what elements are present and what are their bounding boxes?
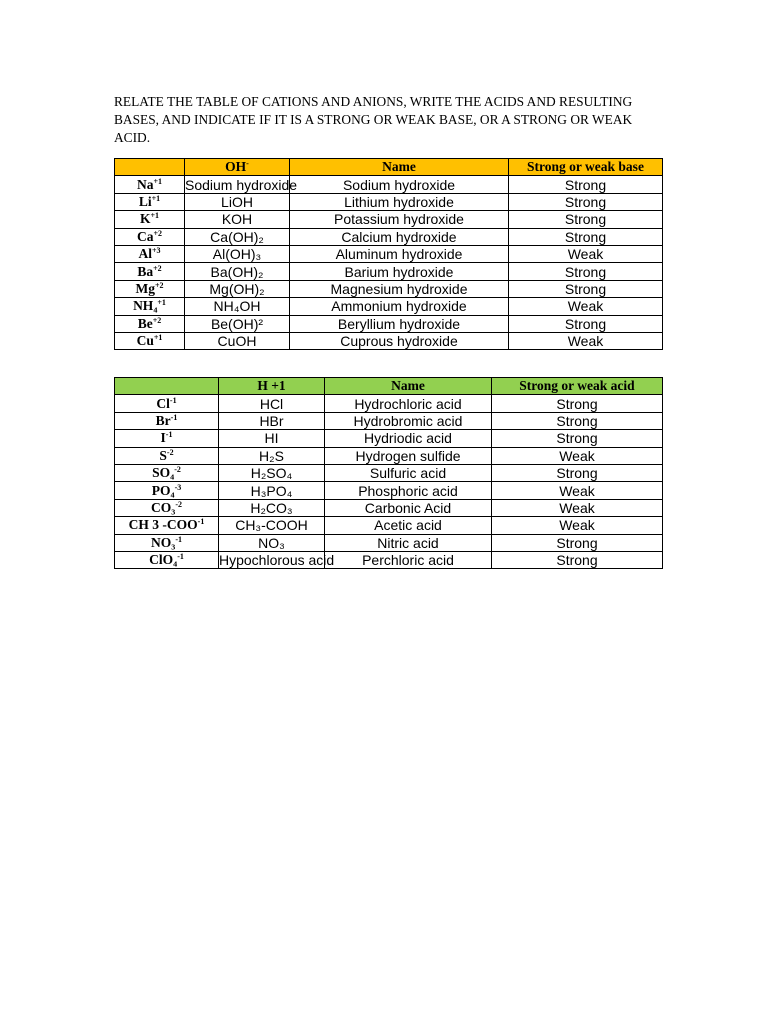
table-row (115, 245, 663, 262)
header-formula: OH- (185, 159, 290, 176)
table-row (115, 332, 663, 349)
formula-cell: HCl (219, 395, 325, 412)
table-row (115, 176, 663, 193)
strength-cell: Strong (492, 534, 663, 551)
header-strength: Strong or weak base (509, 159, 663, 176)
formula-cell: Hypochlorous acid (219, 552, 335, 569)
table-row (115, 430, 663, 447)
ion-cell: $Li^{+1}$ (115, 193, 185, 210)
ion-cell: NH₄$^{+1}$ (115, 298, 185, 315)
ion-cell: CO₃$^{-2}$ (115, 499, 219, 516)
ion-cell: $Be^{+2}$ (115, 315, 185, 332)
instructions-text: RELATE THE TABLE OF CATIONS AND ANIONS, WRITE THE ACIDS AND RESULTING BASES, AND INDICATE IF IT IS A STRONG OR WEAK BASE, OR A STRONG OR WEAK ACID. (114, 94, 633, 145)
header-strength: Strong or weak acid (492, 378, 663, 395)
name-cell: Carbonic Acid (325, 499, 492, 516)
name-cell: Lithium hydroxide (290, 193, 509, 210)
table-row (115, 263, 663, 280)
ion-cell: $S^{-2}$ (115, 447, 219, 464)
strength-cell: Weak (509, 245, 663, 262)
bases-header-row (115, 159, 663, 176)
table-row (115, 280, 663, 297)
table-row (115, 534, 663, 551)
strength-cell: Strong (492, 412, 663, 429)
table-row (115, 193, 663, 210)
strength-cell: Strong (492, 464, 663, 481)
name-cell: Phosphoric acid (325, 482, 492, 499)
strength-cell: Strong (492, 395, 663, 412)
bases-table (114, 158, 663, 350)
ion-cell: $I^{-1}$ (115, 430, 219, 447)
table-row (115, 551, 663, 568)
formula-cell: CH₃-COOH (219, 517, 325, 534)
strength-cell: Strong (509, 280, 663, 297)
header-formula: H +1 (219, 378, 325, 395)
formula-cell: Mg(OH)₂ (185, 280, 290, 297)
table-row (115, 315, 663, 332)
formula-cell: H₂SO₄ (219, 464, 325, 481)
strength-cell: Weak (509, 332, 663, 349)
table-row (115, 517, 663, 534)
strength-cell: Strong (492, 430, 663, 447)
formula-cell: Al(OH)₃ (185, 245, 290, 262)
ion-cell: ClO₄$^{-1}$ (115, 551, 219, 568)
name-cell: Nitric acid (325, 534, 492, 551)
name-cell: Barium hydroxide (290, 263, 509, 280)
strength-cell: Weak (509, 298, 663, 315)
table-row (115, 412, 663, 429)
formula-cell: CuOH (185, 332, 290, 349)
name-cell: Sodium hydroxide (290, 176, 509, 193)
header-ion (115, 378, 219, 395)
table-row (115, 211, 663, 228)
formula-cell: KOH (185, 211, 290, 228)
table-row (115, 482, 663, 499)
ion-cell: CH 3 $-COO^{-1}$ (115, 517, 219, 534)
ion-cell: $Cu^{+1}$ (115, 332, 185, 349)
name-cell: Cuprous hydroxide (290, 332, 509, 349)
strength-cell: Weak (492, 517, 663, 534)
header-name: Name (290, 159, 509, 176)
ion-cell: $Cl^{-1}$ (115, 395, 219, 412)
formula-cell: Sodium hydroxide (185, 176, 298, 193)
acids-header-row (115, 378, 663, 395)
name-cell: Hydrobromic acid (325, 412, 492, 429)
formula-cell: HBr (219, 412, 325, 429)
formula-cell: NO₃ (219, 534, 325, 551)
strength-cell: Weak (492, 447, 663, 464)
ion-cell: NO₃$^{-1}$ (115, 534, 219, 551)
ion-cell: $Na^{+1}$ (115, 176, 185, 193)
header-ion (115, 159, 185, 176)
name-cell: Hydrochloric acid (325, 395, 492, 412)
name-cell: Perchloric acid (325, 551, 492, 568)
strength-cell: Weak (492, 482, 663, 499)
formula-cell: H₂CO₃ (219, 499, 325, 516)
strength-cell: Weak (492, 499, 663, 516)
name-cell: Hydriodic acid (325, 430, 492, 447)
table-row (115, 447, 663, 464)
name-cell: Beryllium hydroxide (290, 315, 509, 332)
ion-cell: $K^{+1}$ (115, 211, 185, 228)
table-row (115, 499, 663, 516)
name-cell: Hydrogen sulfide (325, 447, 492, 464)
acids-table (114, 377, 663, 569)
ion-cell: $Al^{+3}$ (115, 245, 185, 262)
formula-cell: Ba(OH)₂ (185, 263, 290, 280)
ion-cell: PO₄$^{-3}$ (115, 482, 219, 499)
header-name: Name (325, 378, 492, 395)
ion-cell: $Br^{-1}$ (115, 412, 219, 429)
strength-cell: Strong (509, 228, 663, 245)
formula-cell: LiOH (185, 193, 290, 210)
ion-cell: SO₄$^{-2}$ (115, 464, 219, 481)
formula-cell: Ca(OH)₂ (185, 228, 290, 245)
formula-cell: H₃PO₄ (219, 482, 325, 499)
name-cell: Aluminum hydroxide (290, 245, 509, 262)
ion-cell: $Mg^{+2}$ (115, 280, 185, 297)
strength-cell: Strong (492, 551, 663, 568)
strength-cell: Strong (509, 315, 663, 332)
table-row (115, 228, 663, 245)
table-row (115, 395, 663, 412)
ion-cell: $Ca^{+2}$ (115, 228, 185, 245)
table-row (115, 298, 663, 315)
name-cell: Acetic acid (325, 517, 492, 534)
formula-cell: HI (219, 430, 325, 447)
formula-cell: NH₄OH (185, 298, 290, 315)
name-cell: Ammonium hydroxide (290, 298, 509, 315)
ion-cell: $Ba^{+2}$ (115, 263, 185, 280)
strength-cell: Strong (509, 263, 663, 280)
strength-cell: Strong (509, 211, 663, 228)
strength-cell: Strong (509, 193, 663, 210)
name-cell: Calcium hydroxide (290, 228, 509, 245)
formula-cell: Be(OH)² (185, 315, 290, 332)
table-row (115, 464, 663, 481)
formula-cell: H₂S (219, 447, 325, 464)
strength-cell: Strong (509, 176, 663, 193)
name-cell: Sulfuric acid (325, 464, 492, 481)
name-cell: Potassium hydroxide (290, 211, 509, 228)
name-cell: Magnesium hydroxide (290, 280, 509, 297)
